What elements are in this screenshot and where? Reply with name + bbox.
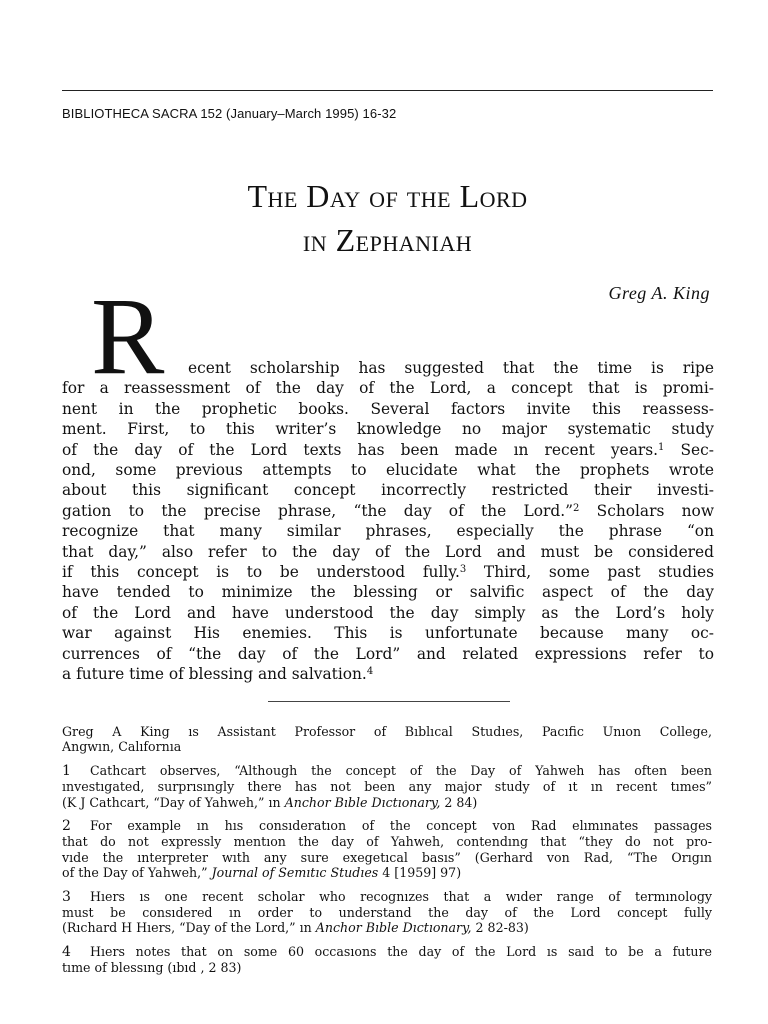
body-line	[62, 562, 714, 582]
footnote-line: that do not expressly mentıon the day of Yahweh, contendıng that “they do not pro-	[62, 834, 712, 850]
footnote-number: 2	[62, 818, 71, 835]
footnote-ref[interactable]: 1	[658, 441, 665, 453]
body-line: have tended to minimize the blessing or salvific aspect of the day	[62, 583, 714, 602]
body-line: war against His enemies. This is unfortunate because many oc-	[62, 624, 714, 643]
footnote-text: Cathcart observes, “Although the concept of the Day of Yahweh has often been	[90, 762, 712, 778]
body-line: currences of “the day of the Lord” and related expressions refer to	[62, 644, 714, 663]
footnote-ref[interactable]: 4	[366, 666, 374, 678]
footnote-text: (K J Cathcart, “Day of Yahweh,” ın	[62, 794, 285, 810]
header-rule	[62, 90, 713, 91]
footnote-text: 4 [1959] 97)	[378, 865, 462, 881]
footnote-line	[62, 920, 712, 935]
footnote-text: For example ın hıs consıderatıon of the concept von Rad elımınates passages	[90, 818, 712, 834]
body-line: about this significant concept incorrectly restricted their investi-	[62, 481, 714, 500]
footnote-line	[62, 865, 712, 880]
footnote-citation-title: Journal of Semıtıc Studıes	[211, 865, 379, 881]
footnote-number: 3	[62, 888, 71, 905]
footnote-line: ınvestıgated, surprısıngly there has not been any major study of ıt ın recent tımes”	[62, 779, 712, 795]
body-line: ond, some previous attempts to elucidate what the prophets wrote	[62, 461, 714, 480]
footnote-line: vıde the ınterpreter wıth any sure exegetıcal basıs” (Gerhard von Rad, “The Orıgın	[62, 849, 712, 865]
journal-citation: BIBLIOTHECA SACRA 152 (January–March 1995) 16-32	[62, 106, 397, 121]
footnote-ref[interactable]: 3	[459, 564, 467, 576]
body-line: nent in the prophetic books. Several factors invite this reassess-	[62, 399, 714, 418]
footnote-separator	[268, 701, 510, 702]
author-note-line: Greg A King ıs Assistant Professor of Bıblıcal Studıes, Pacıfic Unıon College,	[62, 724, 712, 739]
footnote-text: 2 82-83)	[471, 920, 529, 936]
body-line-text: a future time of blessing and salvation.	[62, 665, 367, 684]
body-line	[62, 501, 714, 521]
footnote-line: must be consıdered ın order to understand the day of the Lord concept fully	[62, 905, 712, 921]
article-title-line-2: in Zephaniah	[302, 222, 473, 258]
body-line	[62, 440, 714, 460]
body-line: that day,” also refer to the day of the Lord and must be considered	[62, 542, 714, 561]
author-note-line: Angwın, Calıfornıa	[62, 739, 182, 755]
footnote-2	[62, 818, 712, 881]
drop-cap: R	[91, 275, 165, 397]
footnote-line	[62, 763, 712, 779]
body-line: for a reassessment of the day of the Lord, a concept that is promi-	[62, 379, 714, 398]
footnote-line: tıme of blessıng (ıbıd , 2 83)	[62, 960, 242, 976]
body-line: ment. First, to this writer’s knowledge no major systematic study	[62, 420, 714, 439]
footnote-ref[interactable]: 2	[573, 502, 580, 514]
body-line	[62, 664, 714, 684]
body-line: ecent scholarship has suggested that the time is ripe	[188, 359, 714, 377]
body-line-tail: Sec-	[664, 440, 714, 459]
footnote-line	[62, 795, 712, 810]
body-line-tail: Third, some past studies	[466, 563, 714, 582]
footnote-line	[62, 818, 712, 834]
body-line-text: if this concept is to be understood fully.	[62, 563, 460, 582]
body-paragraph	[62, 358, 714, 685]
footnote-text: Hıers notes that on some 60 occasıons the day of the Lord ıs saıd to be a future	[90, 943, 712, 959]
footnote-text: (Rıchard H Hıers, “Day of the Lord,” ın	[62, 920, 316, 936]
author-note	[62, 724, 712, 755]
footnote-3	[62, 889, 712, 936]
footnotes-section	[62, 724, 712, 984]
body-line: recognize that many similar phrases, especially the phrase “on	[62, 522, 714, 541]
footnote-text: of the Day of Yahweh,”	[62, 865, 212, 881]
body-line-text: gation to the precise phrase, “the day of the Lord.”	[62, 501, 573, 520]
body-line-tail: Scholars now	[579, 501, 714, 520]
body-line: of the Lord and have understood the day simply as the Lord’s holy	[62, 603, 714, 622]
footnote-number: 4	[62, 943, 71, 960]
article-title-line-1: The Day of the Lord	[247, 178, 528, 214]
footnote-4	[62, 944, 712, 976]
footnote-line	[62, 944, 712, 960]
footnote-line	[62, 889, 712, 905]
author-name: Greg A. King	[608, 283, 710, 303]
footnote-text: Hıers ıs one recent scholar who recognızes that a wıder range of termınology	[90, 888, 712, 904]
footnote-number: 1	[62, 762, 71, 779]
footnote-citation-title: Anchor Bıble Dıctıonary,	[315, 920, 472, 936]
footnote-text: 2 84)	[440, 794, 478, 810]
footnote-citation-title: Anchor Bıble Dıctıonary,	[284, 794, 441, 810]
footnote-1	[62, 763, 712, 810]
body-line-text: of the day of the Lord texts has been made ın recent years.	[62, 440, 659, 459]
